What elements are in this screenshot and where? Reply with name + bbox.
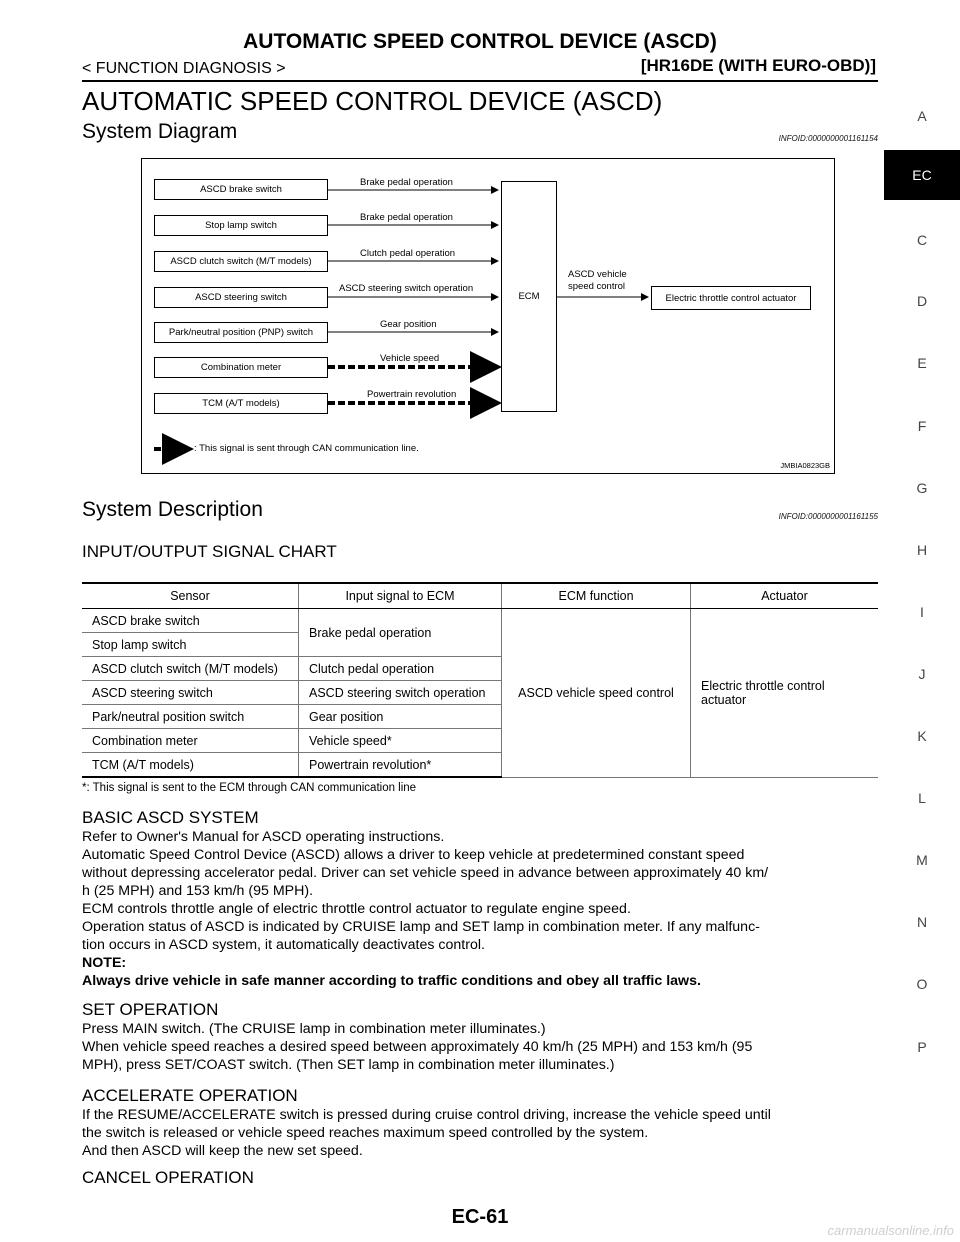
diagram-legend: : This signal is sent through CAN communication line.	[194, 443, 419, 454]
watermark: carmanualsonline.info	[827, 1223, 954, 1238]
table-cell-sensor: Park/neutral position switch	[82, 705, 299, 729]
diagram-signal-label: Brake pedal operation	[360, 212, 453, 223]
text-line: Operation status of ASCD is indicated by CRUISE lamp and SET lamp in combination meter. If any malfunc-	[82, 919, 760, 935]
infoid-system-description: INFOID:0000000001161155	[778, 512, 878, 521]
text-line: And then ASCD will keep the new set speed.	[82, 1143, 363, 1159]
text-line: Automatic Speed Control Device (ASCD) allows a driver to keep vehicle at predetermined constant speed	[82, 847, 745, 863]
table-cell-sensor: Stop lamp switch	[82, 633, 299, 657]
table-cell-sensor: ASCD clutch switch (M/T models)	[82, 657, 299, 681]
text-line: tion occurs in ASCD system, it automatically deactivates control.	[82, 937, 485, 953]
page-title: AUTOMATIC SPEED CONTROL DEVICE (ASCD)	[82, 86, 663, 116]
table-cell-sensor: Combination meter	[82, 729, 299, 753]
diagram-input-box: Combination meter	[154, 357, 328, 378]
diagram-input-box: ASCD brake switch	[154, 179, 328, 200]
diagram-output-label: speed control	[568, 281, 626, 292]
table-cell-signal: Clutch pedal operation	[299, 657, 502, 681]
system-diagram	[141, 158, 835, 474]
side-tab-a[interactable]: A	[917, 108, 927, 124]
text-line: Press MAIN switch. (The CRUISE lamp in combination meter illuminates.)	[82, 1021, 546, 1037]
subsection-title-accelerate-operation: ACCELERATE OPERATION	[82, 1086, 298, 1105]
table-cell-signal: Brake pedal operation	[299, 609, 502, 657]
table-footnote: *: This signal is sent to the ECM through CAN communication line	[82, 782, 417, 794]
diagram-input-box: Stop lamp switch	[154, 215, 328, 236]
diagram-input-box: ASCD clutch switch (M/T models)	[154, 251, 328, 272]
side-tab-g[interactable]: G	[916, 480, 928, 496]
table-header-cell: Input signal to ECM	[299, 583, 502, 609]
text-line: When vehicle speed reaches a desired speed between approximately 40 km/h (25 MPH) and 153 km/h (95	[82, 1039, 753, 1055]
text-line: Refer to Owner's Manual for ASCD operating instructions.	[82, 829, 445, 845]
diagram-input-box: TCM (A/T models)	[154, 393, 328, 414]
actuator-line: actuator	[701, 692, 747, 707]
side-tab-m[interactable]: M	[916, 852, 928, 868]
diagram-input-box: ASCD steering switch	[154, 287, 328, 308]
table-cell-signal: Vehicle speed*	[299, 729, 502, 753]
side-tab-l[interactable]: L	[918, 790, 926, 806]
side-tab-i[interactable]: I	[920, 604, 924, 620]
side-tab-o[interactable]: O	[916, 976, 928, 992]
table-cell-sensor: ASCD brake switch	[82, 609, 299, 633]
table-header-row	[82, 583, 878, 609]
subsection-title-basic: BASIC ASCD SYSTEM	[82, 808, 259, 827]
table-cell-signal: Powertrain revolution*	[299, 753, 502, 778]
side-tab-n[interactable]: N	[916, 914, 928, 930]
diagram-arrows	[142, 159, 836, 475]
diagram-ecm-box: ECM	[501, 181, 557, 412]
diagram-signal-label: ASCD steering switch operation	[339, 283, 474, 294]
actuator-line: Electric throttle control	[701, 678, 825, 693]
side-tab-d[interactable]: D	[916, 293, 928, 309]
table-header-cell: Actuator	[691, 583, 879, 609]
table-cell-sensor: ASCD steering switch	[82, 681, 299, 705]
side-tab-h[interactable]: H	[916, 542, 928, 558]
diagram-signal-label: Vehicle speed	[380, 353, 440, 364]
text-line: ECM controls throttle angle of electric throttle control actuator to regulate engine speed.	[82, 901, 631, 917]
text-line: If the RESUME/ACCELERATE switch is pressed during cruise control driving, increase the vehicle speed until	[82, 1107, 771, 1123]
diagram-input-box: Park/neutral position (PNP) switch	[154, 322, 328, 343]
breadcrumb: < FUNCTION DIAGNOSIS >	[82, 60, 286, 77]
infoid-system-diagram: INFOID:0000000001161154	[778, 134, 878, 143]
io-signal-table	[82, 582, 878, 778]
side-tab-e[interactable]: E	[917, 355, 927, 371]
set-operation-paragraph	[82, 1020, 880, 1074]
table-cell-sensor: TCM (A/T models)	[82, 753, 299, 778]
note-text: Always drive vehicle in safe manner according to traffic conditions and obey all traffic laws.	[82, 973, 701, 989]
subsection-title-cancel-operation: CANCEL OPERATION	[82, 1168, 254, 1187]
table-header-cell: ECM function	[502, 583, 691, 609]
text-line: without depressing accelerator pedal. Driver can set vehicle speed in advance between approximately 40 km/	[82, 865, 769, 881]
diagram-signal-label: Brake pedal operation	[360, 177, 453, 188]
table-header-cell: Sensor	[82, 583, 299, 609]
text-line: MPH), press SET/COAST switch. (Then SET lamp in combination meter illuminates.)	[82, 1057, 615, 1073]
table-cell-actuator	[691, 609, 879, 778]
document-title: AUTOMATIC SPEED CONTROL DEVICE (ASCD)	[243, 30, 717, 53]
subsection-title-io-chart: INPUT/OUTPUT SIGNAL CHART	[82, 542, 337, 561]
diagram-signal-label: Clutch pedal operation	[360, 248, 456, 259]
side-tab-k[interactable]: K	[917, 728, 927, 744]
side-tab-f[interactable]: F	[917, 418, 927, 434]
section-title-system-description: System Description	[82, 498, 263, 521]
accelerate-operation-paragraph	[82, 1106, 880, 1160]
model-label: [HR16DE (WITH EURO-OBD)]	[640, 56, 876, 75]
diagram-signal-label: Powertrain revolution	[367, 389, 457, 400]
subsection-title-set-operation: SET OPERATION	[82, 1000, 219, 1019]
side-tab-c[interactable]: C	[916, 232, 928, 248]
diagram-signal-label: Gear position	[380, 319, 437, 330]
text-line: the switch is released or vehicle speed reaches maximum speed controlled by the system.	[82, 1125, 649, 1141]
basic-paragraph	[82, 828, 880, 990]
text-line: h (25 MPH) and 153 km/h (95 MPH).	[82, 883, 314, 899]
side-tab-j[interactable]: J	[918, 666, 926, 682]
side-tab-p[interactable]: P	[917, 1039, 927, 1055]
section-title-system-diagram: System Diagram	[82, 120, 238, 143]
page-number: EC-61	[451, 1206, 509, 1228]
note-label: NOTE:	[82, 955, 127, 971]
table-cell-signal: Gear position	[299, 705, 502, 729]
table-row	[82, 609, 878, 633]
diagram-code: JMBIA0823GB	[780, 461, 830, 470]
side-tab-ec-active[interactable]: EC	[884, 150, 960, 200]
table-cell-signal: ASCD steering switch operation	[299, 681, 502, 705]
diagram-output-label: ASCD vehicle	[568, 269, 627, 280]
header-rule	[82, 80, 878, 82]
table-cell-function: ASCD vehicle speed control	[502, 609, 691, 778]
diagram-actuator-box: Electric throttle control actuator	[651, 286, 811, 310]
